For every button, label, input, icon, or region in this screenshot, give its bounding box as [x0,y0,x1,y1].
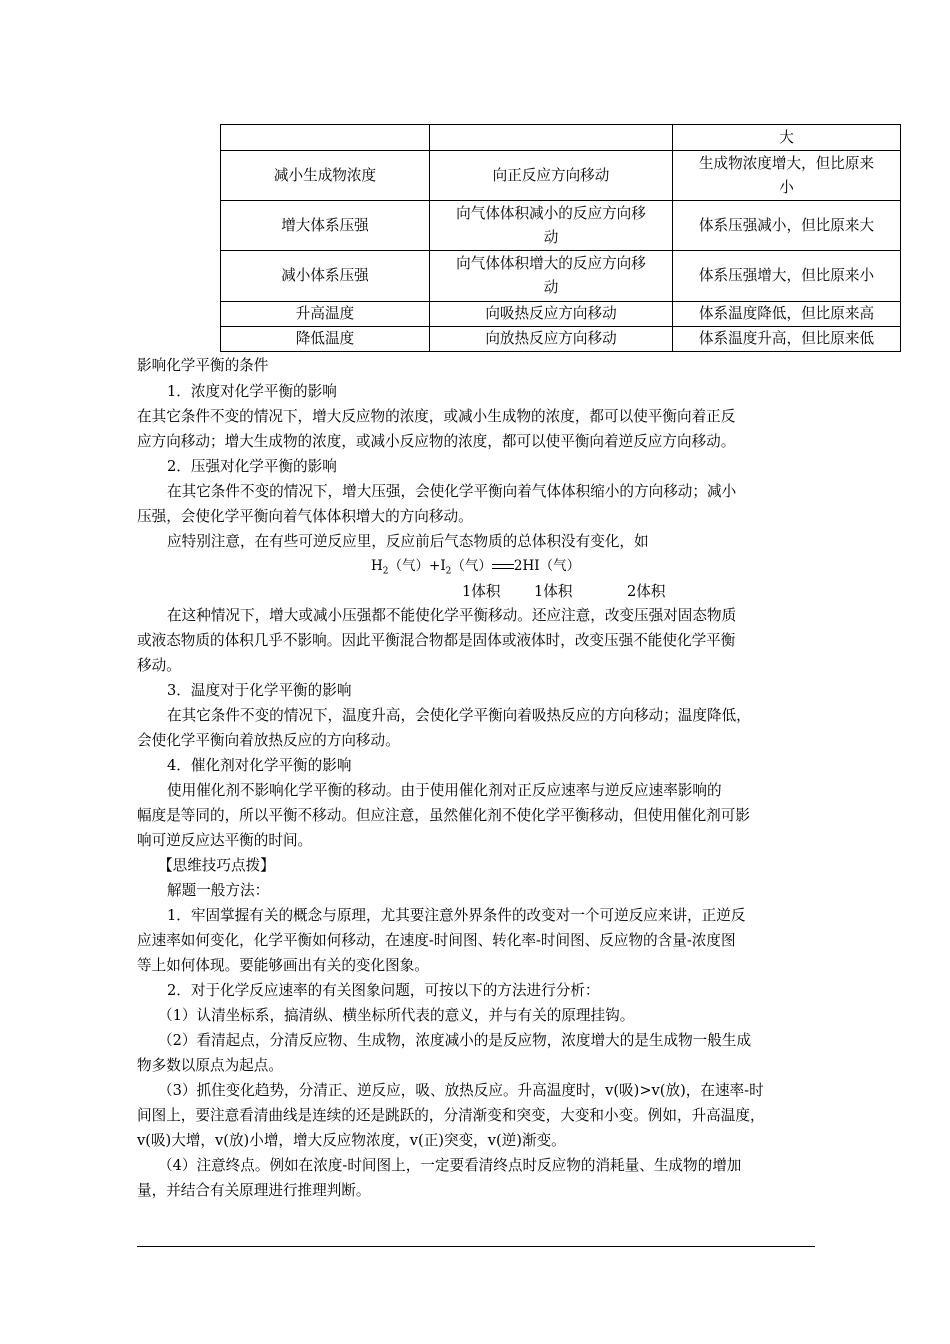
paragraph-line: 在其它条件不变的情况下，增大反应物的浓度，或减小生成物的浓度，都可以使平衡向着正反 [137,408,736,425]
pressure-title: 2．压强对化学平衡的影响 [167,458,337,475]
paragraph-line: 在其它条件不变的情况下，温度升高，会使化学平衡向着吸热反应的方向移动；温度降低， [167,707,751,724]
table-cell: 向气体体积增大的反应方向移 动 [430,251,673,302]
paragraph-line: 物多数以原点为起点。 [137,1057,283,1074]
concentration-title: 1．浓度对化学平衡的影响 [167,383,337,400]
paragraph-line: 移动。 [137,657,181,674]
reaction-equation [371,556,580,582]
paragraph-line: 等上如何体现。要能够画出有关的变化图象。 [137,957,429,974]
table-cell: 减小生成物浓度 [221,151,430,201]
table-cell: 生成物浓度增大，但比原来 小 [673,151,901,201]
table-cell: 体系压强增大，但比原来小 [673,251,901,302]
table-row [221,201,901,251]
table-cell: 向正反应方向移动 [430,151,673,201]
method-title: 解题一般方法： [167,882,270,899]
equation-part: （气） [451,558,492,574]
paragraph-line: 幅度是等同的，所以平衡不移动。但应注意，虽然催化剂不使化学平衡移动，但使用催化剂可影 [137,807,750,824]
table-cell: 体系温度升高，但比原来低 [673,327,901,352]
table-row [221,151,901,201]
table-cell: 大 [673,125,901,151]
paragraph-line: 2．对于化学反应速率的有关图象问题，可按以下的方法进行分析： [167,982,600,999]
paragraph-line: 会使化学平衡向着放热反应的方向移动。 [137,732,400,749]
table-cell: 增大体系压强 [221,201,430,251]
paragraph-line: 压强，会使化学平衡向着气体体积增大的方向移动。 [137,508,473,525]
paragraph-line: 1．牢固掌握有关的概念与原理，尤其要注意外界条件的改变对一个可逆反应来讲，正逆反 [167,907,746,924]
subscript: 2 [445,566,452,577]
paragraph-line: 应方向移动；增大生成物的浓度，或减小反应物的浓度，都可以使平衡向着逆反应方向移动。 [137,433,736,450]
volume-label: 2体积 [627,583,666,600]
paragraph-line: （4）注意终点。例如在浓度-时间图上，一定要看清终点时反应物的消耗量、生成物的增加 [158,1157,742,1174]
paragraph-line: 间图上，要注意看清曲线是连续的还是跳跃的，分清渐变和突变，大变和小变。例如，升高温度， [137,1107,765,1124]
equation-part: （气）+I [388,558,446,574]
table-cell: 减小体系压强 [221,251,430,302]
equilibrium-arrow-icon [492,562,514,572]
temperature-title: 3．温度对于化学平衡的影响 [167,682,352,699]
equation-part: 2HI（气） [513,558,581,574]
paragraph-line: 或液态物质的体积几乎不影响。因此平衡混合物都是固体或液体时，改变压强不能使化学平衡 [137,632,736,649]
catalyst-title: 4．催化剂对化学平衡的影响 [167,757,352,774]
footer-divider [137,1246,815,1247]
table-cell: 向气体体积减小的反应方向移 动 [430,201,673,251]
paragraph-line: 在其它条件不变的情况下，增大压强，会使化学平衡向着气体体积缩小的方向移动；减小 [167,483,737,500]
table-row [221,251,901,302]
equilibrium-table [220,124,901,352]
table-row [221,302,901,327]
paragraph-line: 应特别注意，在有些可逆反应里，反应前后气态物质的总体积没有变化，如 [167,533,649,550]
paragraph-line: 在这种情况下，增大或减小压强都不能使化学平衡移动。还应注意，改变压强对固态物质 [167,607,737,624]
table-row [221,125,901,151]
equation-part: H [371,558,383,574]
table-cell: 降低温度 [221,327,430,352]
paragraph-line: 量，并结合有关原理进行推理判断。 [137,1182,371,1199]
volume-label: 1体积 [462,583,501,600]
table-cell: 向吸热反应方向移动 [430,302,673,327]
paragraph-line: （3）抓住变化趋势，分清正、逆反应，吸、放热反应。升高温度时，v(吸)>v(放)，在速率-时 [158,1082,764,1099]
table-cell [430,125,673,151]
table-cell: 体系压强减小，但比原来大 [673,201,901,251]
paragraph-line: v(吸)大增，v(放)小增，增大反应物浓度，v(正)突变，v(逆)渐变。 [137,1132,566,1149]
table-cell: 升高温度 [221,302,430,327]
table-cell [221,125,430,151]
subscript: 2 [382,566,389,577]
tips-title: 【思维技巧点拨】 [158,857,275,874]
volume-label: 1体积 [534,583,573,600]
paragraph-line: 使用催化剂不影响化学平衡的移动。由于使用催化剂对正反应速率与逆反应速率影响的 [167,782,722,799]
paragraph-line: 响可逆反应达平衡的时间。 [137,832,313,849]
section-heading: 影响化学平衡的条件 [137,357,269,374]
table-cell: 体系温度降低，但比原来高 [673,302,901,327]
paragraph-line: 应速率如何变化，化学平衡如何移动，在速度-时间图、转化率-时间图、反应物的含量-浓度图 [137,932,736,949]
table-row [221,327,901,352]
paragraph-line: （2）看清起点，分清反应物、生成物，浓度减小的是反应物，浓度增大的是生成物一般生成 [158,1032,752,1049]
paragraph-line: （1）认清坐标系，搞清纵、横坐标所代表的意义，并与有关的原理挂钩。 [158,1007,635,1024]
table-cell: 向放热反应方向移动 [430,327,673,352]
